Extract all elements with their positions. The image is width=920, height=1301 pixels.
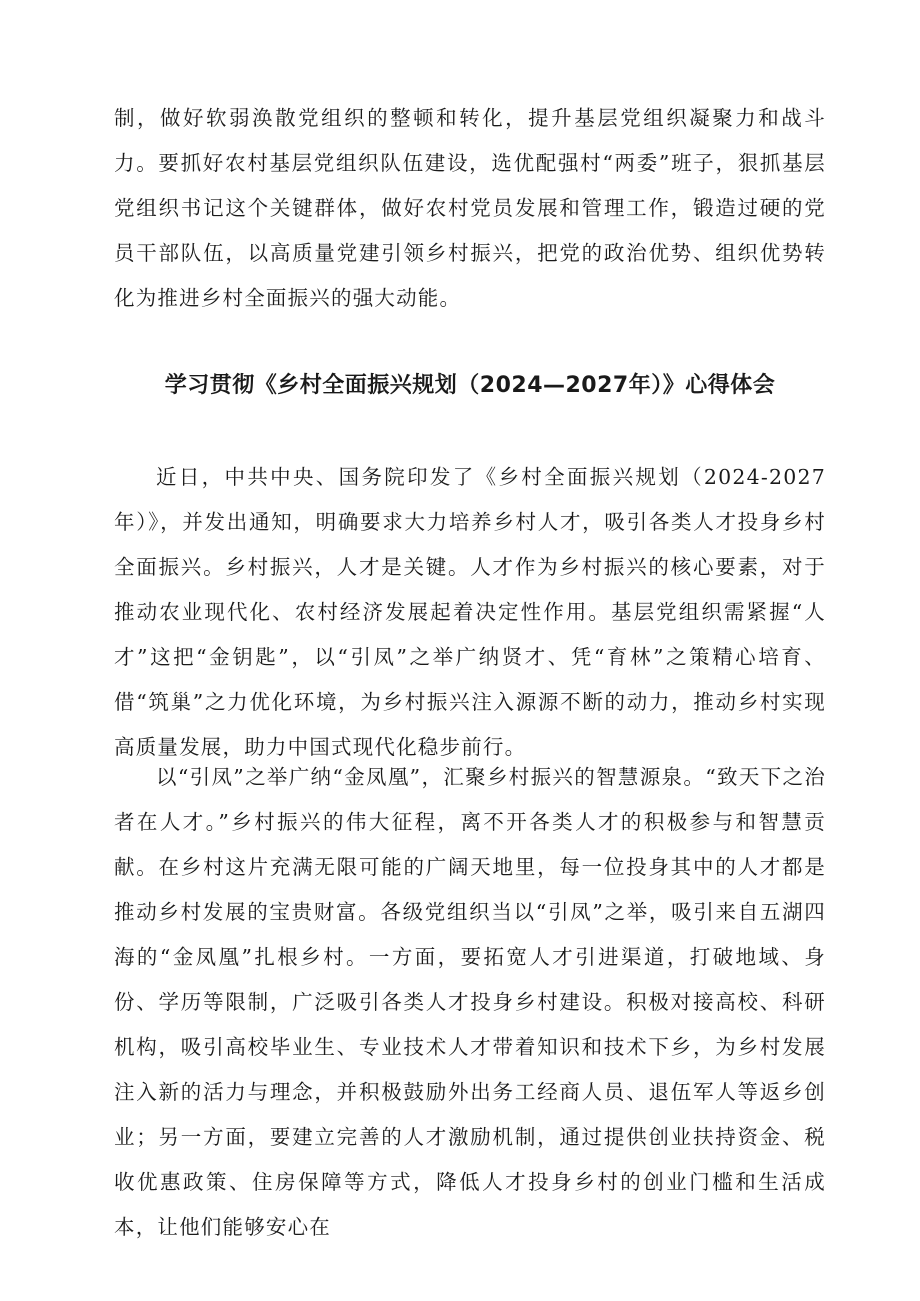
continuation-paragraph: 制，做好软弱涣散党组织的整顿和转化，提升基层党组织凝聚力和战斗力。要抓好农村基层党组织队伍建设，选优配强村“两委”班子，狠抓基层党组织书记这个关键群体，做好农村党员发展和管理工作，锻造过硬的党员干部队伍，以高质量党建引领乡村振兴，把党的政治优势、组织优势转化为推进乡村全面振兴的强大动能。 <box>114 106 826 310</box>
attract-talent-paragraph: 以“引凤”之举广纳“金凤凰”，汇聚乡村振兴的智慧源泉。“致天下之治者在人才。”乡村振兴的伟大征程，离不开各类人才的积极参与和智慧贡献。在乡村这片充满无限可能的广阔天地里，每一位投身其中的人才都是推动乡村发展的宝贵财富。各级党组织当以“引凤”之举，吸引来自五湖四海的“金凤凰”扎根乡村。一方面，要拓宽人才引进渠道，打破地域、身份、学历等限制，广泛吸引各类人才投身乡村建设。积极对接高校、科研机构，吸引高校毕业生、专业技术人才带着知识和技术下乡，为乡村发展注入新的活力与理念，并积极鼓励外出务工经商人员、退伍军人等返乡创业；另一方面，要建立完善的人才激励机制，通过提供创业扶持资金、税收优惠政策、住房保障等方式，降低人才投身乡村的创业门槛和生活成本，让他们能够安心在 <box>114 765 826 1239</box>
intro-paragraph: 近日，中共中央、国务院印发了《乡村全面振兴规划（2024-2027年）》，并发出通知，明确要求大力培养乡村人才，吸引各类人才投身乡村全面振兴。乡村振兴，人才是关键。人才作为乡村振兴的核心要素，对于推动农业现代化、农村经济发展起着决定性作用。基层党组织需紧握“人才”这把“金钥匙”，以“引凤”之举广纳贤才、凭“育林”之策精心培育、借“筑巢”之力优化环境，为乡村振兴注入源源不断的动力，推动乡村实现高质量发展，助力中国式现代化稳步前行。 <box>114 465 826 759</box>
section-title: 学习贯彻《乡村全面振兴规划（2024—2027年）》心得体会 <box>164 373 776 398</box>
